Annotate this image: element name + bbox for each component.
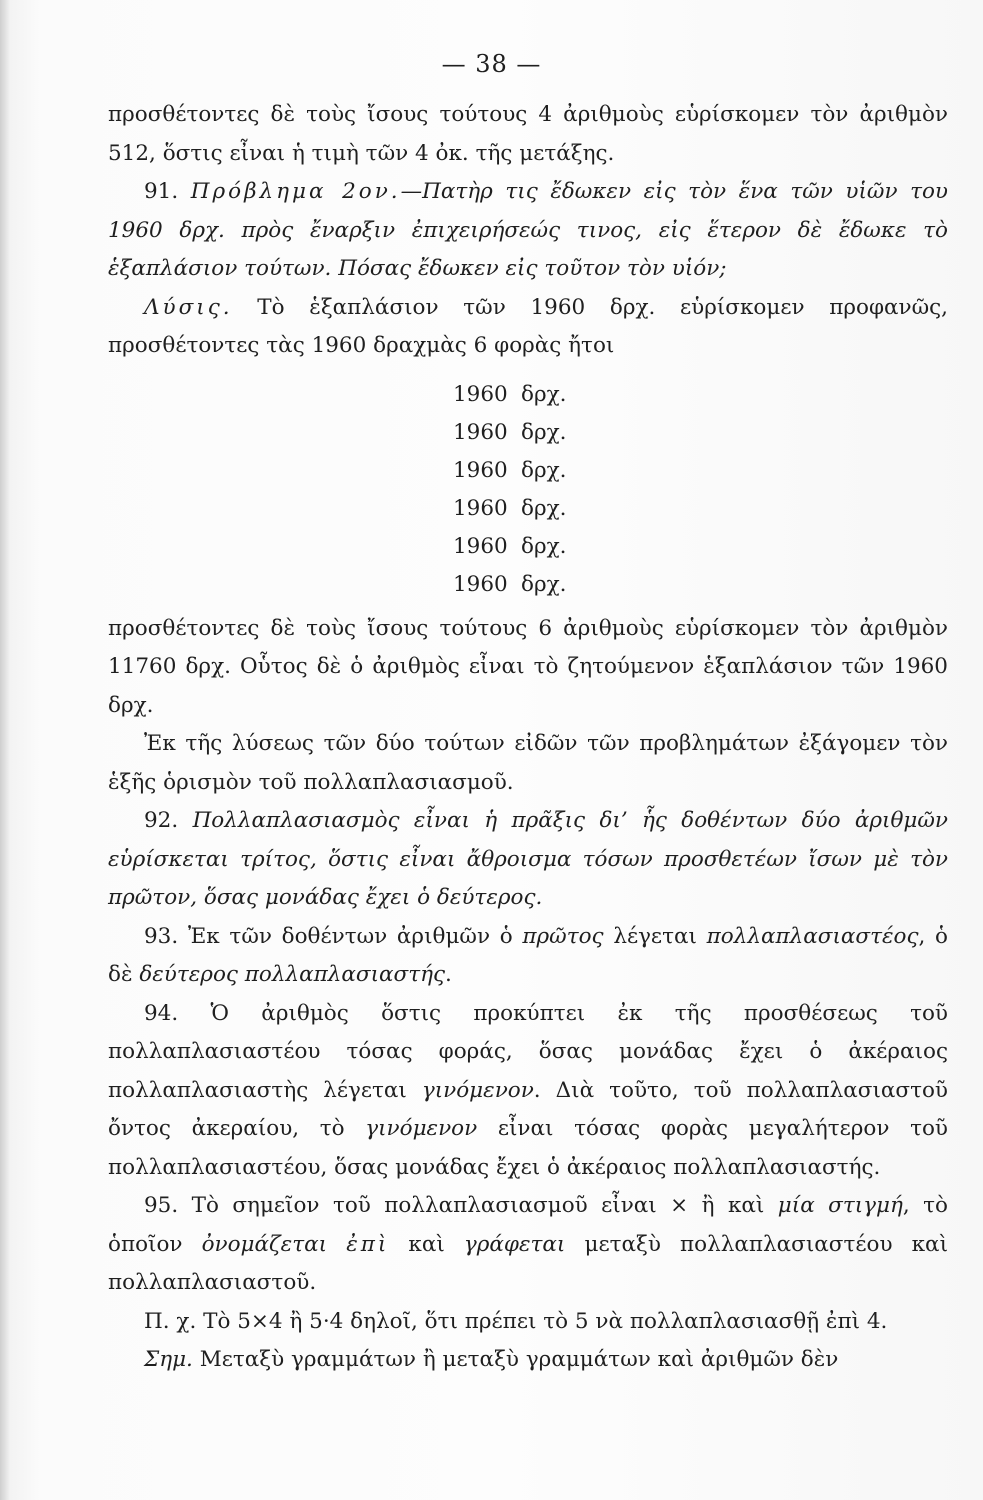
paragraph-93: 93. Ἐκ τῶν δοθέντων ἀριθμῶν ὁ πρῶτος λέγεται πολλαπλασιαστέος, ὁ δὲ δεύτερος πολλαπλασιαστής. <box>108 923 948 987</box>
term-dot: μία στιγμή <box>777 1193 903 1218</box>
page-edge-shadow <box>0 0 10 1500</box>
solution-label: Λύσις. <box>144 294 233 320</box>
definition-text: Πολλαπλασιασμὸς εἶναι ἡ πρᾶξις δι’ ἧς δοθέντων δύο ἀριθμῶν εὑρίσκεται τρίτος, ὅστις εἶναι ἄθροισμα τόσων προσθετέων ἴσων μὲ τὸν πρῶτον, ὅσας μονάδας ἔχει ὁ δεύτερος. <box>108 808 948 910</box>
paragraph-example: Π. χ. Τὸ 5×4 ἢ 5·4 δηλοῖ, ὅτι πρέπει τὸ 5 νὰ πολλαπλασιασθῇ ἐπὶ 4. <box>144 1308 888 1334</box>
term-multiplier: δεύτερος πολλαπλασιαστής <box>139 962 446 987</box>
section-number: 93. <box>144 923 179 949</box>
paragraph-95: 95. Τὸ σημεῖον τοῦ πολλαπλασιασμοῦ εἶναι × ἢ καὶ μία στιγμή, τὸ ὁποῖον ὀνομάζεται ἐπὶ καὶ γράφεται μεταξὺ πολλαπλασιαστέου καὶ πολλαπλασιαστοῦ. <box>108 1193 949 1295</box>
paragraph-solution <box>108 289 948 366</box>
paragraph-94: 94. Ὁ ἀριθμὸς ὅστις προκύπτει ἐκ τῆς προσθέσεως τοῦ πολλαπλασιαστέου τόσας φοράς, ὅσας μονάδας ἔχει ὁ ἀκέραιος πολλαπλασιαστὴς λέγεται γινόμενον. Διὰ τοῦτο, τοῦ πολλαπλασιαστοῦ ὄντος ἀκεραίου, τὸ γινόμενον εἶναι τόσας φορὰς μεγαλήτερον τοῦ πολλαπλασιαστέου, ὅσας μονάδας ἔχει ὁ ἀκέραιος πολλαπλασιαστής. <box>108 1000 948 1180</box>
solution-text: Τὸ ἑξαπλάσιον τῶν 1960 δρχ. εὑρίσκομεν προφανῶς, προσθέτοντες τὰς 1960 δραχμὰς 6 φορὰς ἤτοι <box>108 294 948 358</box>
term-first: πρῶτος <box>522 923 604 949</box>
term-multiplicand: πολλαπλασιαστέος <box>706 923 919 949</box>
calc-row: 1960 δρχ. <box>453 381 567 407</box>
calc-row: 1960 δρχ. <box>453 495 567 521</box>
paragraph-conclusion: Ἐκ τῆς λύσεως τῶν δύο τούτων εἰδῶν τῶν προβλημάτων ἐξάγομεν τὸν ἑξῆς ὁρισμὸν τοῦ πολλαπλασιασμοῦ. <box>108 731 948 795</box>
term-product: γινόμενον <box>421 1077 534 1103</box>
paragraph-definition-92 <box>108 802 948 918</box>
calc-row: 1960 δρχ. <box>453 533 567 559</box>
section-number: 91. <box>144 179 179 204</box>
term-epi: ἐπὶ <box>346 1231 390 1257</box>
addition-column <box>108 376 948 604</box>
problem-title: Πρόβλημα 2ον. <box>190 179 401 204</box>
section-number: 95. <box>144 1193 179 1218</box>
calc-row: 1960 δρχ. <box>453 457 567 483</box>
term-product: γινόμενον <box>365 1116 478 1141</box>
section-number: 92. <box>144 808 179 833</box>
page-body <box>108 96 948 1380</box>
problem-text: —Πατὴρ τις ἔδωκεν εἰς τὸν ἕνα τῶν υἱῶν του 1960 δρχ. πρὸς ἔναρξιν ἐπιχειρήσεώς τινος, εἰς ἕτερον δὲ ἔδωκε τὸ ἑξαπλάσιον τούτων. Πόσας ἔδωκεν εἰς τοῦτον τὸν υἱόν; <box>108 179 948 281</box>
section-number: 94. <box>144 1000 179 1026</box>
paragraph-note: Σημ. Μεταξὺ γραμμάτων ἢ μεταξὺ γραμμάτων καὶ ἀριθμῶν δὲν <box>144 1347 839 1372</box>
term-written: γράφεται <box>463 1231 566 1257</box>
calc-row: 1960 δρχ. <box>453 419 567 445</box>
page-number: — 38 — <box>441 50 542 78</box>
paragraph-problem-91 <box>108 173 948 289</box>
paragraph-continuation: προσθέτοντες δὲ τοὺς ἴσους τούτους 4 ἀριθμοὺς εὑρίσκομεν τὸν ἀριθμὸν 512, ὅστις εἶναι ἡ τιμὴ τῶν 4 ὀκ. τῆς μετάξης. <box>108 102 948 166</box>
paragraph-result: προσθέτοντες δὲ τοὺς ἴσους τούτους 6 ἀριθμοὺς εὑρίσκομεν τὸν ἀριθμὸν 11760 δρχ. Οὗτος δὲ ὁ ἀριθμὸς εἶναι τὸ ζητούμενον ἑξαπλάσιον τῶν 1960 δρχ. <box>108 615 948 718</box>
calc-row: 1960 δρχ. <box>453 571 567 597</box>
note-label: Σημ. <box>144 1347 193 1372</box>
term-named: ὀνομάζεται <box>201 1231 328 1257</box>
